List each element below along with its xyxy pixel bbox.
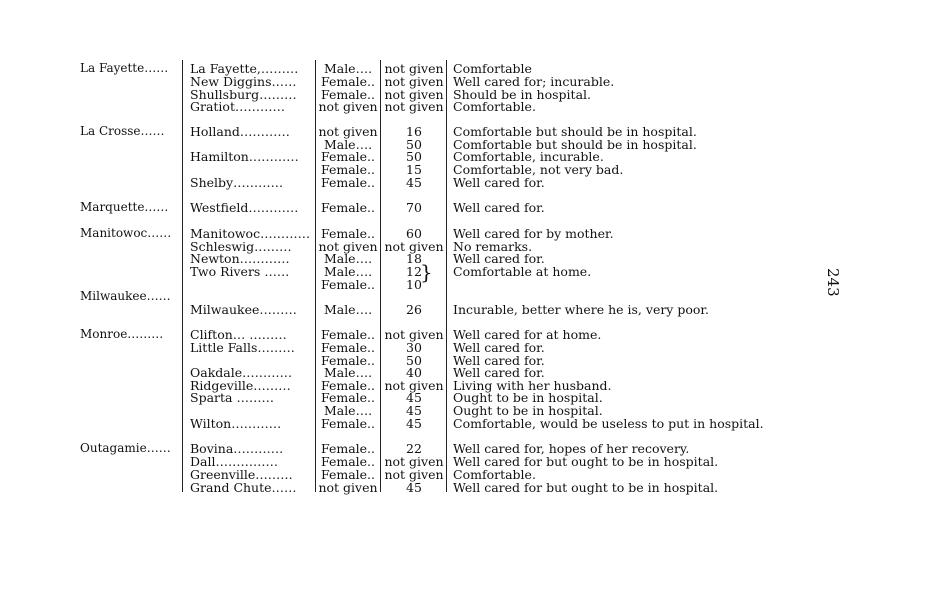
cell-sex: Female.. (320, 74, 376, 89)
cell-sex: Female.. (320, 353, 376, 368)
cell-sex: Male…. (323, 403, 373, 418)
cell-remark: Incurable, better where he is, very poor. (453, 302, 709, 317)
cell-remark: Comfortable, not very bad. (453, 162, 624, 177)
cell-age: 50 (406, 137, 422, 152)
cell-remark: Ought to be in hospital. (453, 403, 603, 418)
cell-county: Monroe……… (80, 327, 164, 341)
cell-town: Sparta ……… (190, 390, 274, 405)
cell-sex: not given (318, 124, 378, 139)
cell-town: Newton………… (190, 251, 290, 266)
cell-remark: Well cared for by mother. (453, 226, 614, 241)
cell-remark: Well cared for; incurable. (453, 74, 615, 89)
cell-sex: Female.. (320, 162, 376, 177)
cell-age: 30 (406, 340, 422, 355)
cell-sex: Female.. (320, 200, 376, 215)
cell-sex: not given (318, 480, 378, 495)
cell-sex: Female.. (320, 87, 376, 102)
cell-age: 45 (406, 390, 422, 405)
cell-age: not given (384, 454, 444, 469)
cell-sex: Female.. (320, 149, 376, 164)
cell-sex: Female.. (320, 467, 376, 482)
cell-age: 40 (406, 365, 422, 380)
cell-town: Ridgeville……… (190, 378, 291, 393)
column-rule-county (182, 60, 183, 492)
cell-town: Hamilton………… (190, 149, 299, 164)
cell-town: La Fayette,……… (190, 61, 299, 76)
cell-sex: Female.. (320, 175, 376, 190)
cell-sex: Female.. (320, 277, 376, 292)
cell-town: Two Rivers …… (190, 264, 290, 279)
cell-age: not given (384, 61, 444, 76)
cell-age: 16 (406, 124, 422, 139)
cell-remark: Comfortable, would be useless to put in hospital. (453, 416, 764, 431)
cell-age: 12 (406, 264, 422, 279)
brace-mark: } (420, 260, 433, 284)
cell-sex: Female.. (320, 378, 376, 393)
cell-age: 18 (406, 251, 422, 266)
cell-town: Manitowoc………… (190, 226, 311, 241)
cell-remark: Well cared for. (453, 365, 545, 380)
cell-remark: Comfortable (453, 61, 532, 76)
cell-town: Little Falls……… (190, 340, 295, 355)
page-number: 243 (824, 268, 842, 297)
cell-sex: Male…. (323, 137, 373, 152)
cell-sex: not given (318, 239, 378, 254)
cell-age: 60 (406, 226, 422, 241)
cell-remark: Comfortable. (453, 99, 536, 114)
cell-county: Marquette…… (80, 200, 169, 214)
cell-sex: Female.. (320, 340, 376, 355)
cell-age: 50 (406, 353, 422, 368)
cell-town: Shullsburg……… (190, 87, 297, 102)
cell-sex: Female.. (320, 390, 376, 405)
cell-remark: Well cared for. (453, 353, 545, 368)
cell-age: 10 (406, 277, 422, 292)
cell-remark: Well cared for but ought to be in hospital. (453, 480, 719, 495)
cell-town: Clifton… ……… (190, 327, 287, 342)
cell-remark: Well cared for. (453, 340, 545, 355)
cell-sex: Female.. (320, 327, 376, 342)
cell-age: 45 (406, 403, 422, 418)
cell-age: not given (384, 239, 444, 254)
cell-sex: Male…. (323, 251, 373, 266)
cell-age: not given (384, 99, 444, 114)
cell-age: not given (384, 378, 444, 393)
cell-county: Manitowoc…… (80, 226, 172, 240)
cell-town: Bovina………… (190, 441, 284, 456)
cell-remark: Comfortable, incurable. (453, 149, 604, 164)
cell-remark: Well cared for at home. (453, 327, 602, 342)
cell-age: 45 (406, 480, 422, 495)
cell-town: Wilton………… (190, 416, 282, 431)
cell-remark: Comfortable but should be in hospital. (453, 124, 697, 139)
cell-sex: Male…. (323, 365, 373, 380)
cell-age: 45 (406, 175, 422, 190)
cell-town: Dall…………… (190, 454, 278, 469)
cell-age: not given (384, 87, 444, 102)
cell-age: 45 (406, 416, 422, 431)
cell-remark: Well cared for. (453, 200, 545, 215)
cell-town: New Diggins…… (190, 74, 297, 89)
cell-sex: Female.. (320, 441, 376, 456)
cell-county: La Fayette…… (80, 61, 169, 75)
cell-county: La Crosse…… (80, 124, 165, 138)
cell-age: 26 (406, 302, 422, 317)
cell-remark: Well cared for, hopes of her recovery. (453, 441, 690, 456)
cell-town: Westfield………… (190, 200, 299, 215)
cell-sex: not given (318, 99, 378, 114)
cell-remark: Well cared for but ought to be in hospital. (453, 454, 719, 469)
cell-sex: Male…. (323, 302, 373, 317)
column-rule-age (446, 60, 447, 492)
cell-sex: Male…. (323, 61, 373, 76)
cell-remark: Ought to be in hospital. (453, 390, 603, 405)
cell-remark: Well cared for. (453, 251, 545, 266)
cell-county: Outagamie…… (80, 441, 171, 455)
cell-remark: Comfortable at home. (453, 264, 592, 279)
cell-remark: Comfortable. (453, 467, 536, 482)
cell-town: Oakdale………… (190, 365, 293, 380)
cell-age: 50 (406, 149, 422, 164)
cell-remark: Should be in hospital. (453, 87, 591, 102)
cell-town: Gratiot………… (190, 99, 285, 114)
cell-age: 15 (406, 162, 422, 177)
cell-town: Greenville……… (190, 467, 293, 482)
cell-sex: Male…. (323, 264, 373, 279)
cell-town: Schleswig……… (190, 239, 292, 254)
cell-age: 22 (406, 441, 422, 456)
column-rule-town (315, 60, 316, 492)
cell-county: Milwaukee…… (80, 289, 171, 303)
cell-remark: Comfortable but should be in hospital. (453, 137, 697, 152)
cell-age: 70 (406, 200, 422, 215)
column-rule-sex (380, 60, 381, 492)
cell-remark: Living with her husband. (453, 378, 612, 393)
cell-sex: Female.. (320, 454, 376, 469)
cell-town: Shelby………… (190, 175, 284, 190)
cell-town: Milwaukee……… (190, 302, 297, 317)
cell-sex: Female.. (320, 226, 376, 241)
cell-sex: Female.. (320, 416, 376, 431)
cell-age: not given (384, 467, 444, 482)
cell-remark: Well cared for. (453, 175, 545, 190)
cell-age: not given (384, 327, 444, 342)
cell-remark: No remarks. (453, 239, 533, 254)
cell-town: Holland………… (190, 124, 290, 139)
cell-town: Grand Chute…… (190, 480, 297, 495)
cell-age: not given (384, 74, 444, 89)
